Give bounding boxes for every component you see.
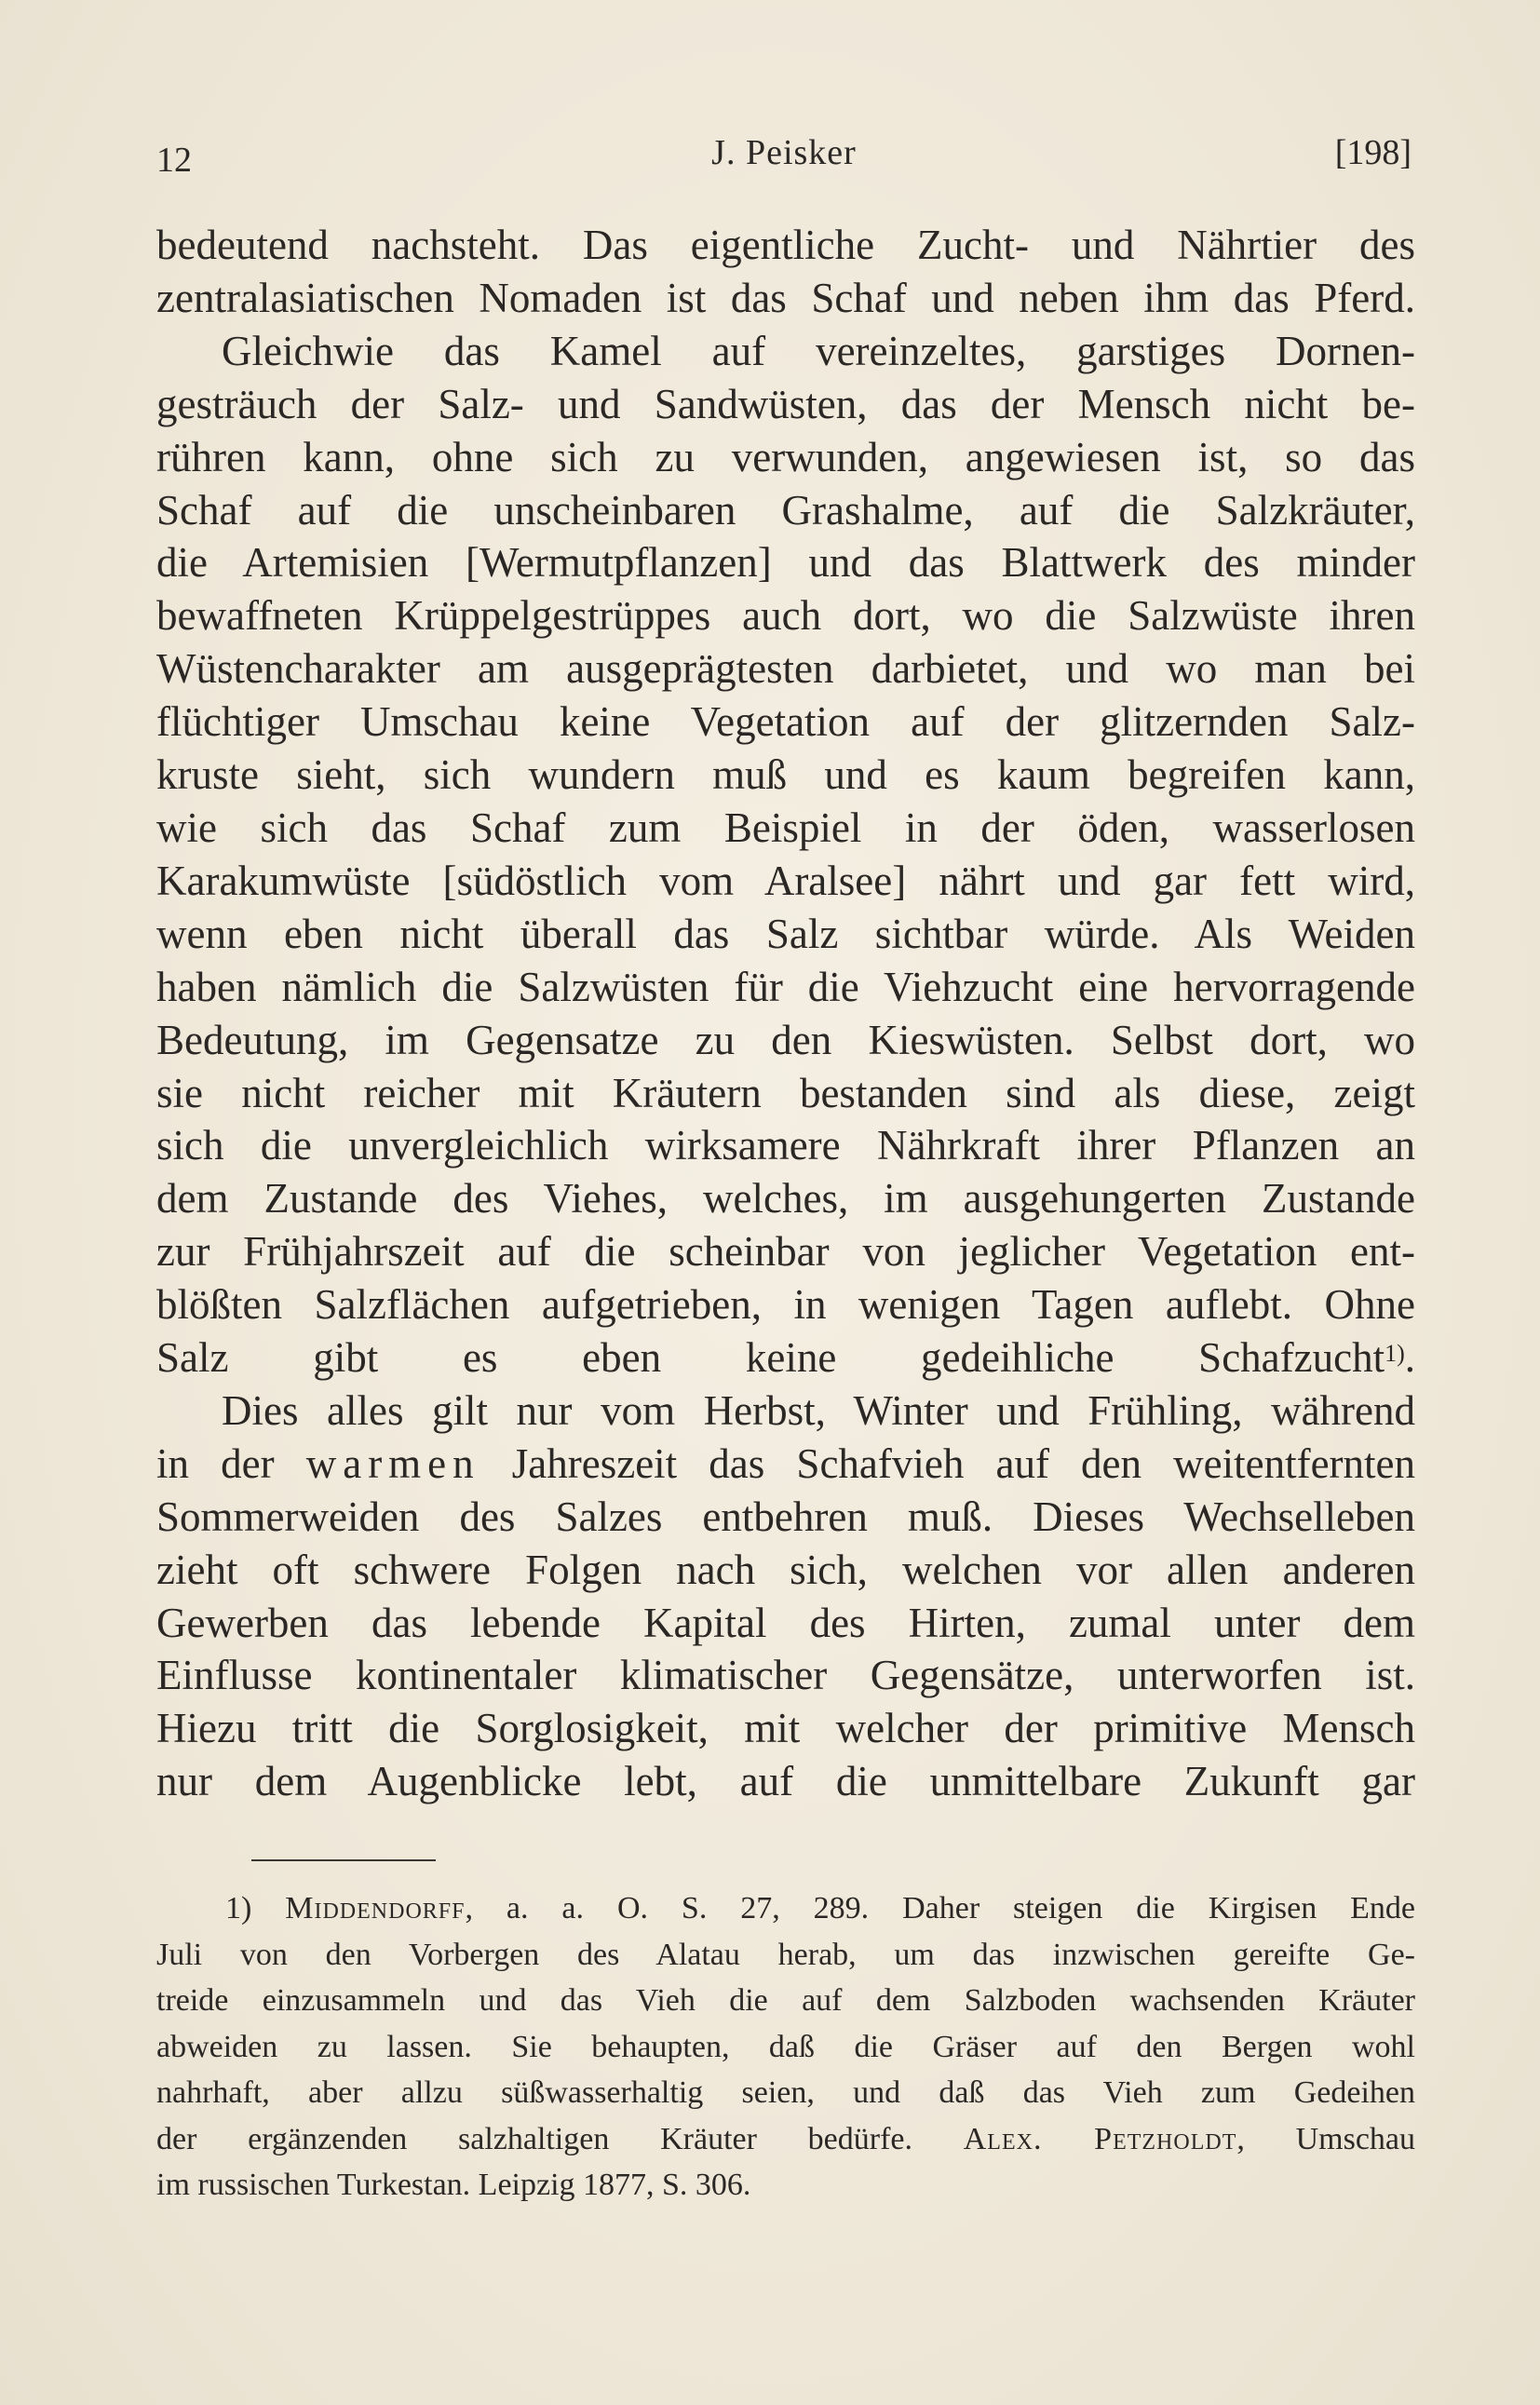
text-line: Schaf auf die unscheinbaren Grashalme, auf die Salzkräuter,	[156, 486, 1415, 534]
text-line: Karakumwüste [südöstlich vom Aralsee] nährt und gar fett wird,	[156, 857, 1415, 904]
text-line: rühren kann, ohne sich zu verwunden, angewiesen ist, so das	[156, 433, 1415, 480]
text-line: blößten Salzflächen aufgetrieben, in wenigen Tagen auflebt. Ohne	[156, 1281, 1415, 1329]
text-line: die Artemisien [Wermutpflanzen] und das Blattwerk des minder	[156, 539, 1415, 587]
footnote-text: , a. a. O. S. 27, 289. Daher steigen die Kirgisen Ende	[465, 1891, 1415, 1925]
paragraph-3	[156, 1385, 1415, 1808]
footnote-line	[156, 2116, 1415, 2163]
footnote-line: Juli von den Vorbergen des Alatau herab, um das inzwischen gereifte Ge-	[156, 1937, 1415, 1972]
footnote-text: der ergänzenden salzhaltigen Kräuter bedürfe.	[156, 2121, 912, 2156]
footnote-divider	[251, 1859, 436, 1861]
footnote-reference[interactable]: 1)	[1385, 1340, 1405, 1368]
text-line: gesträuch der Salz- und Sandwüsten, das der Mensch nicht be-	[156, 380, 1415, 427]
text-line: haben nämlich die Salzwüsten für die Viehzucht eine hervorragende	[156, 963, 1415, 1010]
text-line: zentralasiatischen Nomaden ist das Schaf und neben ihm das Pferd.	[156, 274, 1415, 321]
footnote-line	[156, 1885, 1415, 1932]
text-line: bewaffneten Krüppelgestrüppes auch dort, wo die Salzwüste ihren	[156, 592, 1415, 640]
footnote-line: treide einzusammeln und das Vieh die auf dem Salzboden wachsenden Kräuter	[156, 1983, 1415, 2018]
text-line: dem Zustande des Viehes, welches, im ausgehungerten Zustande	[156, 1175, 1415, 1223]
text-line: kruste sieht, sich wundern muß und es kaum begreifen kann,	[156, 751, 1415, 799]
page-number: 12	[156, 141, 192, 180]
text-line: Dies alles gilt nur vom Herbst, Winter und Frühling, während	[222, 1386, 1415, 1434]
original-page-number: [198]	[1334, 133, 1412, 172]
footnote	[156, 1885, 1415, 2209]
text-line: Sommerweiden des Salzes entbehren muß. Dieses Wechselleben	[156, 1493, 1415, 1540]
text-line: sie nicht reicher mit Kräutern bestanden sind als diese, zeigt	[156, 1069, 1415, 1116]
text-line: nur dem Augenblicke lebt, auf die unmittelbare Zukunft gar	[156, 1758, 1415, 1805]
text-line: bedeutend nachsteht. Das eigentliche Zucht- und Nährtier des	[156, 222, 1415, 268]
text-line: Wüstencharakter am ausgeprägtesten darbietet, und wo man bei	[156, 645, 1415, 693]
text-line: Bedeutung, im Gegensatze zu den Kieswüsten. Selbst dort, wo	[156, 1016, 1415, 1063]
text-line: flüchtiger Umschau keine Vegetation auf der glitzernden Salz-	[156, 698, 1415, 746]
footnote-line: nahrhaft, aber allzu süßwasserhaltig seien, und daß das Vieh zum Gedeihen	[156, 2075, 1415, 2110]
footnote-author: Alex. Petzholdt	[963, 2121, 1237, 2156]
text-line: zur Frühjahrszeit auf die scheinbar von jeglicher Vegetation ent-	[156, 1228, 1415, 1276]
text-line-start: Salz gibt es eben keine gedeihliche Schafzucht	[156, 1334, 1385, 1382]
paragraph-2	[156, 325, 1415, 1385]
footnote-text: , Umschau	[1236, 2121, 1416, 2156]
text-line-start: in der	[156, 1439, 275, 1487]
text-line: Gewerben das lebende Kapital des Hirten, zumal unter dem	[156, 1599, 1415, 1646]
text-line: Einflusse kontinentaler klimatischer Gegensätze, unterworfen ist.	[156, 1652, 1415, 1699]
footnote-author: Middendorff	[285, 1891, 466, 1925]
running-title: J. Peisker	[711, 133, 857, 172]
text-line: Hiezu tritt die Sorglosigkeit, mit welcher der primitive Mensch	[156, 1705, 1415, 1752]
text-line	[156, 1438, 1415, 1491]
text-line: sich die unvergleichlich wirksamere Nährkraft ihrer Pflanzen an	[156, 1122, 1415, 1169]
emphasized-word: warmen	[305, 1439, 480, 1487]
text-line	[156, 1331, 1415, 1385]
body-text	[156, 219, 1415, 1808]
footnote-marker: 1)	[225, 1891, 252, 1925]
text-line: zieht oft schwere Folgen nach sich, welchen vor allen anderen	[156, 1546, 1415, 1593]
text-line-rest: Jahreszeit das Schafvieh auf den weitentfernten	[511, 1439, 1416, 1487]
footnote-line: im russischen Turkestan. Leipzig 1877, S. 306.	[156, 2168, 751, 2202]
paragraph-1	[156, 219, 1415, 325]
footnote-line: abweiden zu lassen. Sie behaupten, daß die Gräser auf den Bergen wohl	[156, 2029, 1415, 2064]
text-line: wenn eben nicht überall das Salz sichtbar würde. Als Weiden	[156, 910, 1415, 957]
sentence-end: .	[1404, 1334, 1415, 1382]
page-header	[156, 132, 1412, 188]
text-line: wie sich das Schaf zum Beispiel in der öden, wasserlosen	[156, 804, 1415, 851]
text-line: Gleichwie das Kamel auf vereinzeltes, garstiges Dornen-	[222, 327, 1415, 374]
